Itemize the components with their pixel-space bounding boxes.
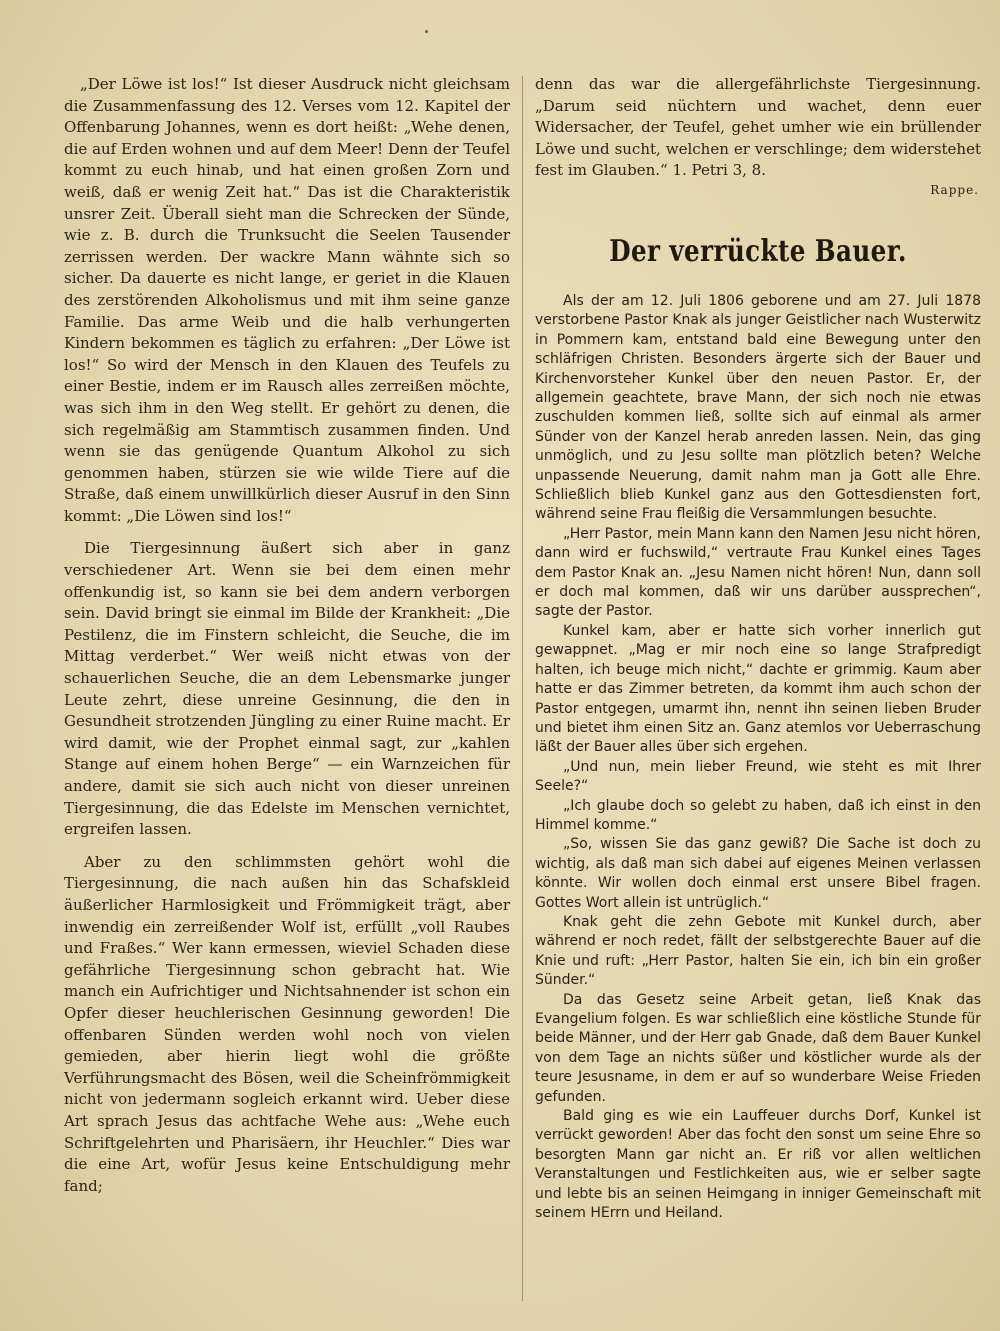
story-paragraph: Bald ging es wie ein Lauffeuer durchs Dorf, Kunkel ist verrückt geworden! Aber das focht den sonst um seine Ehre so besorgten Mann gar nicht an. Er riß vor allen weltlichen Veranstaltungen und Festlichkeiten aus, wie er selber sagte und lebte bis an seinen Heimgang in inniger Gemeinschaft mit seinem HErrn und Heiland. <box>535 1108 981 1222</box>
story-paragraph: Knak geht die zehn Gebote mit Kunkel durch, aber während er noch redet, fällt der selbstgerechte Bauer auf die Knie und ruft: „Herr Pastor, halten Sie ein, ich bin ein großer Sünder.“ <box>535 913 981 989</box>
story-paragraph: „Herr Pastor, mein Mann kann den Namen Jesu nicht hören, dann wird er fuchswild,“ vertraute Frau Kunkel eines Tages dem Pastor Knak an. „Jesu Namen nicht hören! Nun, dann soll er doch mal kommen, daß wir uns darüber aussprechen“, sagte der Pastor. <box>535 525 981 620</box>
left-paragraph: „Der Löwe ist los!“ Ist dieser Ausdruck nicht gleichsam die Zusammenfassung des 12. Verses vom 12. Kapitel der Offenbarung Johannes, wenn es dort heißt: „Wehe denen, die auf Erden wohnen und auf dem Meer! Denn der Teufel kommt zu euch hinab, und hat einen großen Zorn und weiß, daß er wenig Zeit hat.“ Das ist die Charakteristik unsrer Zeit. Überall sieht man die Schrecken der Sünde, wie z. B. durch die Trunksucht die Seelen Tausender zerrissen werden. Der wackre Mann wähnte sich so sicher. Da dauerte es nicht lange, er geriet in die Klauen des zerstörenden Alkoholismus und mit ihm seine ganze Familie. Das arme Weib und die halb verhungerten Kindern bekommen es täglich zu erfahren: „Der Löwe ist los!“ So wird der Mensch in den Klauen des Teufels zu einer Bestie, indem er im Rausch alles zerreißen möchte, was sich ihm in den Weg stellt. Er gehört zu denen, die sich regelmäßig am Stammtisch zusammen finden. Und wenn sie das genügende Quantum Alkohol zu sich genommen haben, stürzen sie wie wilde Tiere auf die Straße, daß einem unwillkürlich dieser Ausruf in den Sinn kommt: „Die Löwen sind los!“ <box>64 75 510 525</box>
story-paragraph: „Und nun, mein lieber Freund, wie steht es mit Ihrer Seele?“ <box>535 758 981 795</box>
right-column <box>535 74 981 1223</box>
left-paragraph: Die Tiergesinnung äußert sich aber in ganz verschiedener Art. Wenn sie bei dem einen mehr offenkundig ist, so kann sie bei dem andern verborgen sein. David bringt sie einmal im Bilde der Krankheit: „Die Pestilenz, die im Finstern schleicht, die Seuche, die im Mittag verderbet.“ Wer weiß nicht etwas von der schauerlichen Seuche, die an dem Lebensmarke junger Leute zehrt, diese unreine Gesinnung, die den in Gesundheit strotzenden Jüngling zu einer Ruine macht. Er wird damit, wie der Prophet einmal sagt, zur „kahlen Stange auf einem hohen Berge“ — ein Warnzeichen für andere, damit sie sich auch nicht von dieser unreinen Tiergesinnung, die das Edelste im Menschen vernichtet, ergreifen lassen. <box>64 539 510 839</box>
story-paragraph: Da das Gesetz seine Arbeit getan, ließ Knak das Evangelium folgen. Es war schließlich eine köstliche Stunde für beide Männer, und der Herr gab Gnade, daß dem Bauer Kunkel von dem Tage an nichts süßer und köstlicher wurde als der teure Jesusname, in dem er auf so wunderbare Weise Frieden gefunden. <box>535 991 981 1105</box>
story-paragraph: „So, wissen Sie das ganz gewiß? Die Sache ist doch zu wichtig, als daß man sich dabei auf eigenes Meinen verlassen könnte. Wir wollen doch einmal erst unsere Bibel fragen. Gottes Wort allein ist untrüglich.“ <box>535 836 981 911</box>
story-paragraph: Als der am 12. Juli 1806 geborene und am 27. Juli 1878 verstorbene Pastor Knak als junger Geistlicher nach Wusterwitz in Pommern kam, entstand bald eine Bewegung unter den schläfrigen Christen. Besonders ärgerte sich der Bauer und Kirchenvorsteher Kunkel über den neuen Pastor. Er, der allgemein geachtete, brave Mann, der sich noch nie etwas zuschulden kommen ließ, sollte sich auf einmal als armer Sünder von der Kanzel herab anreden lassen. Nein, das ging unmöglich, und zu Jesu sollte man plötzlich beten? Welche unpassende Neuerung, damit nahm man ja Gott alle Ehre. Schließlich blieb Kunkel ganz aus den Gottesdiensten fort, während seine Frau fleißig die Versammlungen besuchte. <box>535 292 981 523</box>
author-signature: Rappe. <box>930 182 979 197</box>
print-mark <box>425 30 428 33</box>
story-paragraph: „Ich glaube doch so gelebt zu haben, daß ich einst in den Himmel komme.“ <box>535 797 981 833</box>
column-divider <box>522 76 523 1301</box>
story-paragraph: Kunkel kam, aber er hatte sich vorher innerlich gut gewappnet. „Mag er mir noch eine so lange Strafpredigt halten, ich beuge mich nicht,“ dachte er grimmig. Kaum aber hatte er das Zimmer betreten, da kommt ihm auch schon der Pastor entgegen, umarmt ihn, nennt ihn seinen lieben Bruder und bietet ihm einen Sitz an. Ganz atemlos vor Ueberraschung läßt der Bauer alles über sich ergehen. <box>535 622 981 756</box>
article-title: Der verrückte Bauer. <box>609 233 907 269</box>
continued-paragraph: denn das war die allergefährlichste Tiergesinnung. „Darum seid nüchtern und wachet, denn euer Widersacher, der Teufel, gehet umher wie ein brüllender Löwe und sucht, welchen er verschlinge; dem widerstehet fest im Glauben.“ 1. Petri 3, 8. <box>535 75 981 180</box>
left-column <box>64 74 510 1208</box>
left-paragraph: Aber zu den schlimmsten gehört wohl die Tiergesinnung, die nach außen hin das Schafskleid äußerlicher Harmlosigkeit und Frömmigkeit trägt, aber inwendig ein zerreißender Wolf ist, erfüllt „voll Raubes und Fraßes.“ Wer kann ermessen, wieviel Schaden diese gefährliche Tiergesinnung schon gebracht hat. Wie manch ein Aufrichtiger und Nichtsahnender ist schon ein Opfer dieser heuchlerischen Gesinnung geworden! Die offenbaren Sünden werden wohl noch von vielen gemieden, aber hierin liegt wohl die größte Verführungsmacht des Bösen, weil die Scheinfrömmigkeit nicht von jedermann sogleich erkannt wird. Ueber diese Art sprach Jesus das achtfache Wehe aus: „Wehe euch Schriftgelehrten und Pharisäern, ihr Heuchler.“ Dies war die eine Art, wofür Jesus keine Entschuldigung mehr fand; <box>64 852 510 1195</box>
